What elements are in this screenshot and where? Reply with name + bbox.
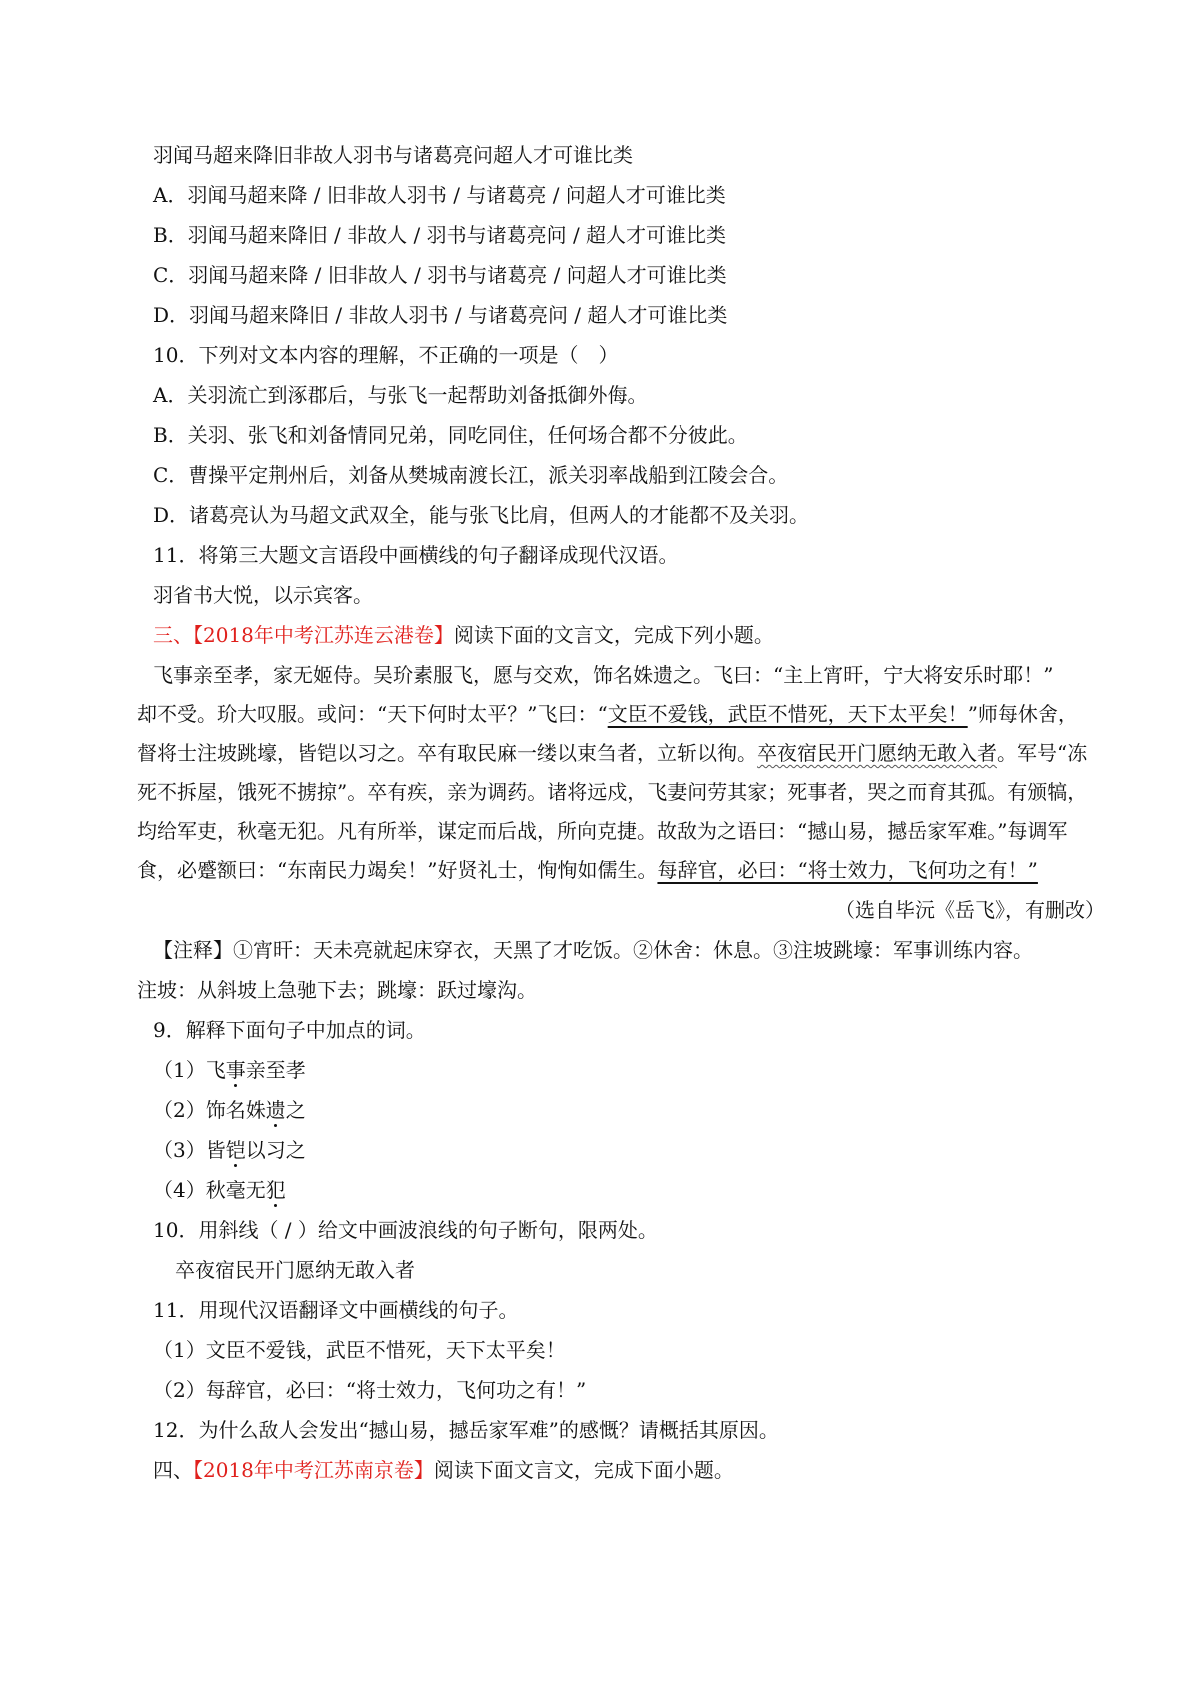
passage-line-5: 均给军吏，秋毫无犯。凡有所举，谋定而后战，所向克捷。故敌为之语曰：“撼山易，撼岳家军难。”每调军 xyxy=(137,819,1068,843)
passage-text: ”师每休舍， xyxy=(967,702,1078,726)
underlined-sentence-1: 文臣不爱钱，武臣不惜死，天下太平矣！ xyxy=(607,702,968,726)
dotted-word: 犯 xyxy=(265,1178,286,1202)
item-text: （1）飞 xyxy=(153,1058,226,1082)
q10b-sentence: 卒夜宿民开门愿纳无敢入者 xyxy=(175,1258,415,1282)
q9-option-a: A．羽闻马超来降 / 旧非故人羽书 / 与诸葛亮 / 问超人才可谁比类 xyxy=(153,183,726,207)
q10b-stem: 10．用斜线（ / ）给文中画波浪线的句子断句，限两处。 xyxy=(153,1218,658,1242)
dotted-word: 事 xyxy=(225,1058,246,1082)
q10-option-c: C．曹操平定荆州后，刘备从樊城南渡长江，派关羽率战船到江陵会合。 xyxy=(153,463,789,487)
q12-stem: 12．为什么敌人会发出“撼山易，撼岳家军难”的感慨？请概括其原因。 xyxy=(153,1418,779,1442)
passage-text: 食，必蹙额曰：“东南民力竭矣！”好贤礼士，恂恂如儒生。 xyxy=(137,858,658,882)
section-3-heading xyxy=(153,622,774,648)
passage-source: （选自毕沅《岳飞》，有删改） xyxy=(835,898,1105,922)
q10-stem: 10．下列对文本内容的理解，不正确的一项是（ ） xyxy=(153,343,619,367)
dotted-word: 遗 xyxy=(265,1098,286,1122)
passage-line-2 xyxy=(137,701,1078,727)
q11b-stem: 11．用现代汉语翻译文中画横线的句子。 xyxy=(153,1298,519,1322)
q9b-item-1 xyxy=(153,1057,306,1083)
q9-option-d: D．羽闻马超来降旧 / 非故人羽书 / 与诸葛亮问 / 超人才可谁比类 xyxy=(153,303,728,327)
item-text: 以习之 xyxy=(245,1138,306,1162)
passage-text: 督将士注坡跳壕，皆铠以习之。卒有取民麻一缕以束刍者，立斩以徇。 xyxy=(137,741,757,765)
exam-source-tag: 【2018年中考江苏南京卷】 xyxy=(193,1458,434,1482)
q11b-item-1: （1）文臣不爱钱，武臣不惜死，天下太平矣！ xyxy=(153,1338,566,1362)
dotted-word: 铠 xyxy=(225,1138,246,1162)
passage-text: 却不受。玠大叹服。或问：“天下何时太平？”飞曰：“ xyxy=(137,702,608,726)
passage-text: 。军号“冻 xyxy=(997,741,1088,765)
underlined-sentence-2: 每辞官，必曰：“将士效力，飞何功之有！” xyxy=(657,858,1038,882)
q10-option-d: D．诸葛亮认为马超文武双全，能与张飞比肩，但两人的才能都不及关羽。 xyxy=(153,503,810,527)
section-4-heading xyxy=(153,1457,734,1483)
section-instruction: 阅读下面的文言文，完成下列小题。 xyxy=(453,623,774,647)
item-text: （2）饰名姝 xyxy=(153,1098,266,1122)
item-text: （3）皆 xyxy=(153,1138,226,1162)
passage-line-4: 死不拆屋，饿死不掳掠”。卒有疾，亲为调药。诸将远戍，飞妻问劳其家；死事者，哭之而育其孤。有颁犒， xyxy=(137,780,1088,804)
q9b-item-4 xyxy=(153,1177,286,1203)
section-number: 四、 xyxy=(153,1458,193,1482)
section-instruction: 阅读下面文言文，完成下面小题。 xyxy=(433,1458,734,1482)
passage-line-6 xyxy=(137,857,1038,883)
q10-option-b: B．关羽、张飞和刘备情同兄弟，同吃同住，任何场合都不分彼此。 xyxy=(153,423,748,447)
q9b-stem: 9．解释下面句子中加点的词。 xyxy=(153,1018,426,1042)
q9-sentence: 羽闻马超来降旧非故人羽书与诸葛亮问超人才可谁比类 xyxy=(153,143,633,167)
item-text: （4）秋毫无 xyxy=(153,1178,266,1202)
exam-source-tag: 【2018年中考江苏连云港卷】 xyxy=(193,623,454,647)
q9-option-b: B．羽闻马超来降旧 / 非故人 / 羽书与诸葛亮问 / 超人才可谁比类 xyxy=(153,223,727,247)
item-text: 之 xyxy=(285,1098,306,1122)
q9b-item-3 xyxy=(153,1137,306,1163)
annotation-line-2: 注坡：从斜坡上急驰下去；跳壕：跃过壕沟。 xyxy=(137,978,537,1002)
q10-option-a: A．关羽流亡到涿郡后，与张飞一起帮助刘备抵御外侮。 xyxy=(153,383,648,407)
q11-stem: 11．将第三大题文言语段中画横线的句子翻译成现代汉语。 xyxy=(153,543,679,567)
q11-sentence: 羽省书大悦，以示宾客。 xyxy=(153,583,373,607)
q9b-item-2 xyxy=(153,1097,306,1123)
q9-option-c: C．羽闻马超来降 / 旧非故人 / 羽书与诸葛亮 / 问超人才可谁比类 xyxy=(153,263,727,287)
section-number: 三、 xyxy=(153,623,193,647)
q11b-item-2: （2）每辞官，必曰：“将士效力，飞何功之有！” xyxy=(153,1378,587,1402)
wavy-underlined-sentence: 卒夜宿民开门愿纳无敢入者 xyxy=(757,741,997,765)
annotation-line-1: 【注释】①宵旰：天未亮就起床穿衣，天黑了才吃饭。②休舍：休息。③注坡跳壕：军事训练内容。 xyxy=(153,938,1033,962)
passage-line-1: 飞事亲至孝，家无姬侍。吴玠素服飞，愿与交欢，饰名姝遗之。飞曰：“主上宵旰，宁大将安乐时耶！” xyxy=(153,663,1054,687)
item-text: 亲至孝 xyxy=(245,1058,306,1082)
passage-line-3 xyxy=(137,740,1087,766)
